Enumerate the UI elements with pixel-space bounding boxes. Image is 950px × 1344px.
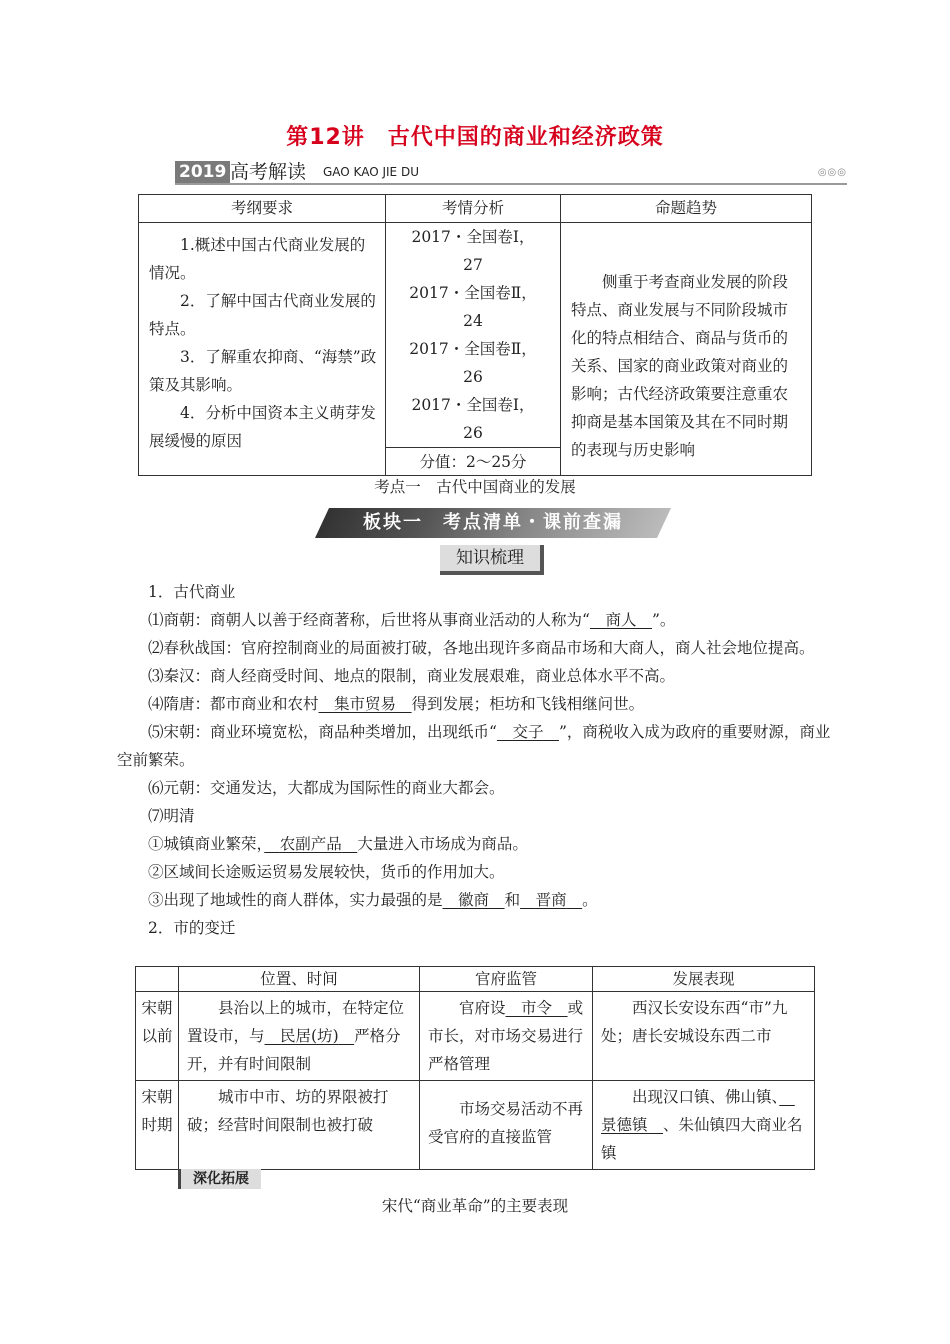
point-title: 考点一 古代中国商业的发展 xyxy=(374,478,576,496)
answer-blank: 市令 xyxy=(521,999,553,1017)
answer-blank: 民居(坊) xyxy=(280,1027,339,1045)
mingqing-sub-3: ③出现了地域性的商人群体，实力最强的是 徽商 和 晋商 。 xyxy=(148,891,598,909)
position-cell: 县治以上的城市，在特定位置设市，与 民居(坊) 严格分开，并有时间限制 xyxy=(179,992,420,1081)
era-before-song: 宋朝以前 xyxy=(136,992,179,1081)
requirements-cell xyxy=(139,223,386,476)
banner-rule xyxy=(175,183,847,185)
trend-cell: 侧重于考查商业发展的阶段特点、商业发展与不同阶段城市化的特点相结合、商品与货币的关系、国家的商业政策对商业的影响；古代经济政策要注意重农抑商是基本国策及其在不同时期的表现与历史影响 xyxy=(561,223,812,476)
header-analysis: 考情分析 xyxy=(386,195,561,223)
supervision-cell: 官府设 市令 或市长，对市场交易进行严格管理 xyxy=(420,992,593,1081)
answer-blank: 徽商 xyxy=(458,891,490,909)
score-label: 分值：2～25分 xyxy=(386,447,560,475)
section-board-label: 板块一 考点清单・课前查漏 xyxy=(363,512,623,533)
requirement-item: 3．了解重农抑商、“海禁”政策及其影响。 xyxy=(149,348,377,394)
development-cell: 西汉长安设东西“市”九处；唐长安城设东西二市 xyxy=(593,992,815,1081)
answer-blank: 集市贸易 xyxy=(334,695,397,713)
requirement-item: 1.概述中国古代商业发展的情况。 xyxy=(149,236,366,282)
mingqing-sub-2: ②区域间长途贩运贸易发展较快，货币的作用加大。 xyxy=(148,863,505,881)
header-requirements: 考纲要求 xyxy=(139,195,386,223)
era-song: 宋朝时期 xyxy=(136,1081,179,1170)
deep-expansion-title: 宋代“商业革命”的主要表现 xyxy=(381,1197,569,1215)
banner-dots-icon: ◎◎◎ xyxy=(817,167,847,178)
deep-expansion-label: 深化拓展 xyxy=(178,1169,261,1189)
section2-heading: 2．市的变迁 xyxy=(148,919,236,937)
exam-item: 2017・全国卷Ⅱ，26 xyxy=(409,340,537,386)
header-supervision: 官府监管 xyxy=(420,967,593,992)
supervision-cell: 市场交易活动不再受官府的直接监管 xyxy=(420,1081,593,1170)
answer-blank: 交子 xyxy=(512,723,544,741)
mingqing-item: ⑺明清 xyxy=(148,807,195,825)
section1-heading: 1．古代商业 xyxy=(148,583,236,601)
qinhan-item: ⑶秦汉：商人经商受时间、地点的限制，商业发展艰难，商业总体水平不高。 xyxy=(148,667,676,685)
position-cell: 城市中市、坊的界限被打破；经营时间限制也被打破 xyxy=(179,1081,420,1170)
answer-blank: 农副产品 xyxy=(279,835,342,853)
mingqing-sub-1: ①城镇商业繁荣， 农副产品 大量进入市场成为商品。 xyxy=(148,835,528,853)
banner-label: 高考解读 xyxy=(230,161,307,183)
market-change-table xyxy=(135,966,815,1170)
requirement-item: 2．了解中国古代商业发展的特点。 xyxy=(149,292,376,338)
answer-blank: 商人 xyxy=(605,611,637,629)
header-development: 发展表现 xyxy=(593,967,815,992)
header-era xyxy=(136,967,179,992)
exam-item: 2017・全国卷Ⅰ，27 xyxy=(411,228,535,274)
exam-item: 2017・全国卷Ⅰ，26 xyxy=(411,396,535,442)
header-trend: 命题趋势 xyxy=(561,195,812,223)
banner-year: 2019 xyxy=(175,161,230,183)
gaokao-banner xyxy=(175,160,847,184)
header-position: 位置、时间 xyxy=(179,967,420,992)
analysis-cell xyxy=(386,223,561,476)
exam-item: 2017・全国卷Ⅱ，24 xyxy=(409,284,537,330)
knowledge-content xyxy=(117,578,837,942)
answer-blank: 晋商 xyxy=(535,891,567,909)
song-item: ⑸宋朝：商业环境宽松，商品种类增加，出现纸币“ 交子 ”，商税收入成为政府的重要财源，商业空前繁荣。 xyxy=(117,723,831,769)
requirement-item: 4．分析中国资本主义萌芽发展缓慢的原因 xyxy=(149,404,376,450)
chunqiu-item: ⑵春秋战国：官府控制商业的局面被打破，各地出现许多商品市场和大商人，商人社会地位提高。 xyxy=(148,639,815,657)
exam-overview-table xyxy=(138,194,812,476)
development-cell: 出现汉口镇、佛山镇、 景德镇 、朱仙镇四大商业名镇 xyxy=(593,1081,815,1170)
shang-item: ⑴商朝：商朝人以善于经商著称，后世将从事商业活动的人称为“ 商人 ”。 xyxy=(148,611,676,629)
suitang-item: ⑷隋唐：都市商业和农村 集市贸易 得到发展；柜坊和飞钱相继问世。 xyxy=(148,695,645,713)
yuan-item: ⑹元朝：交通发达，大都成为国际性的商业大都会。 xyxy=(148,779,505,797)
answer-blank: 景德镇 xyxy=(601,1116,648,1134)
banner-pinyin: GAO KAO JIE DU xyxy=(323,165,419,179)
page-title: 第12讲 古代中国的商业和经济政策 xyxy=(286,125,664,150)
knowledge-label: 知识梳理 xyxy=(440,545,544,575)
